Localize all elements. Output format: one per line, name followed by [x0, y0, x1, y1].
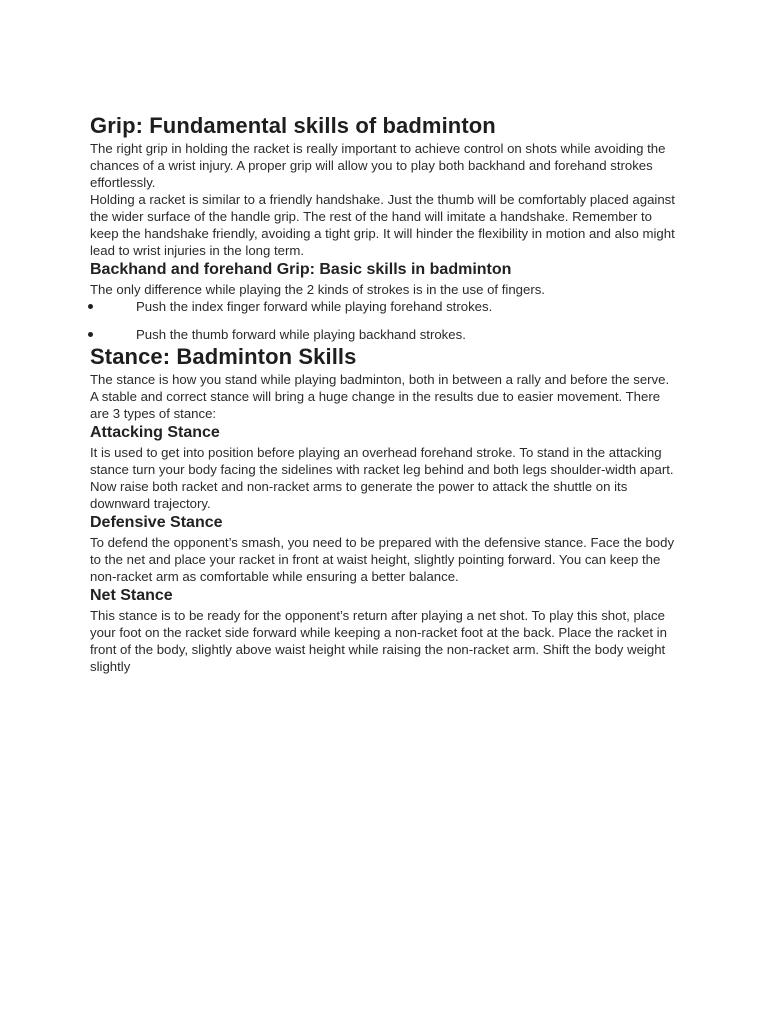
document-page [90, 112, 680, 675]
list-item [90, 326, 680, 343]
strokes-difference-paragraph: The only difference while playing the 2 kinds of strokes is in the use of fingers. [90, 282, 545, 297]
backhand-forehand-heading: Backhand and forehand Grip: Basic skills in badminton [90, 261, 512, 278]
grip-paragraph-2: Holding a racket is similar to a friendly handshake. Just the thumb will be comfortably placed against the wider surface of the handle grip. The rest of the hand will imitate a handshake. Remember to keep the handshake friendly, avoiding a tight grip. It will hinder the flexibility in motion and also might lead to wrist injuries in the long term. [90, 192, 675, 258]
net-stance-paragraph: This stance is to be ready for the opponent’s return after playing a net shot. To play this shot, place your foot on the racket side forward while keeping a non-racket foot at the back. Place the racket in front of the body, slightly above waist height while raising the non-racket arm. Shift the body weight slightly [90, 608, 667, 674]
list-item-text: Push the index finger forward while playing forehand strokes. [136, 299, 493, 314]
stance-heading: Stance: Badminton Skills [90, 344, 357, 369]
list-item [90, 298, 680, 315]
attacking-stance-paragraph: It is used to get into position before playing an overhead forehand stroke. To stand in the attacking stance turn your body facing the sidelines with racket leg behind and both legs shoulder-width apart. Now raise both racket and non-racket arms to generate the power to attack the shuttle on its downward trajectory. [90, 445, 674, 511]
grip-bullet-list [90, 298, 680, 343]
bullet-dot-icon [88, 304, 93, 309]
attacking-stance-heading: Attacking Stance [90, 424, 220, 441]
defensive-stance-paragraph: To defend the opponent’s smash, you need to be prepared with the defensive stance. Face the body to the net and place your racket in front at waist height, slightly pointing forward. You can keep the non-racket arm as comfortable while ensuring a better balance. [90, 535, 675, 584]
net-stance-heading: Net Stance [90, 587, 173, 604]
list-item-text: Push the thumb forward while playing backhand strokes. [136, 327, 466, 342]
stance-paragraph: The stance is how you stand while playing badminton, both in between a rally and before the serve. A stable and correct stance will bring a huge change in the results due to easier movement. There are 3 types of stance: [90, 372, 670, 421]
grip-paragraph-1: The right grip in holding the racket is really important to achieve control on shots while avoiding the chances of a wrist injury. A proper grip will allow you to play both backhand and forehand strokes effortlessly. [90, 141, 666, 190]
bullet-dot-icon [88, 332, 93, 337]
defensive-stance-heading: Defensive Stance [90, 514, 223, 531]
grip-heading: Grip: Fundamental skills of badminton [90, 113, 496, 138]
